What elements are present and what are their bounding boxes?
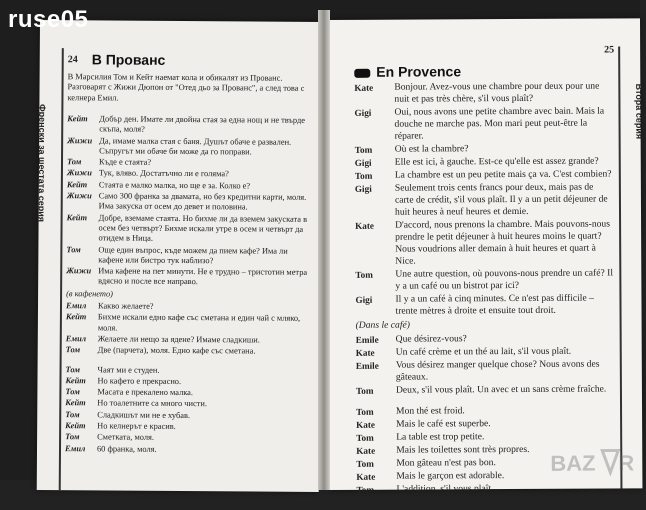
- dialogue-line: [66, 313, 314, 335]
- speaker-name: Emile: [355, 360, 379, 371]
- line-text: Желаете ли нещо за ядене? Имаме сладкиши.: [97, 334, 260, 345]
- speaker-name: Том: [66, 244, 81, 254]
- left-place-note: (в кафенето): [66, 288, 113, 299]
- speaker-name: Gigi: [354, 107, 372, 118]
- speaker-name: Tom: [356, 406, 374, 417]
- speaker-name: Том: [65, 432, 80, 442]
- left-side-bar: [36, 48, 64, 490]
- line-text: D'accord, nous prenons la chambre. Mais pouvons-nous prendre le petit déjeuner à huit heures moins le quart? Nous voudrions aller demain à huit heures et quart à Nice.: [395, 218, 610, 267]
- svg-text:R: R: [618, 450, 635, 476]
- right-side-bar: [618, 46, 644, 488]
- line-text: Mais le garçon est adorable.: [396, 470, 505, 482]
- left-page-title: В Прованс: [91, 51, 166, 68]
- dialogue-line: [66, 245, 314, 267]
- dialogue-line: [355, 182, 613, 219]
- speaker-name: Емил: [65, 334, 87, 344]
- line-text: Има кафене на пет минути. Не е трудно – тристотин метра вдясно и после все направо.: [98, 266, 308, 287]
- dialogue-line: [356, 417, 614, 430]
- dialogue-line: [67, 191, 315, 213]
- left-intro: В Марсилия Том и Кейт наемат кола и обикалят из Прованс. Разговарят с Жижи Дюпон от "Отед дьо за Прованс", а след това с келнера Емил.: [67, 72, 305, 103]
- dialogue-line: [66, 334, 314, 346]
- speaker-name: Tom: [354, 170, 373, 181]
- right-place-note: (Dans le café): [355, 319, 410, 331]
- speaker-name: Том: [65, 364, 81, 374]
- speaker-name: Gigi: [355, 294, 373, 305]
- dialogue-line: [67, 169, 315, 181]
- right-page-title-wrap: [354, 63, 461, 80]
- line-text: Две (парчета), моля. Едно кафе със сметана.: [97, 345, 256, 356]
- line-text: Soixante francs, s'il vous plaît.: [396, 496, 514, 508]
- speaker-name: Tom: [354, 144, 373, 155]
- left-dialogue-part-c: [65, 365, 314, 456]
- dialogue-line: [65, 410, 313, 422]
- dialogue-line: [66, 345, 314, 357]
- line-text: Mon gâteau n'est pas bon.: [396, 457, 496, 469]
- dialogue-line: [356, 482, 614, 495]
- speaker-name: Том: [65, 345, 81, 355]
- dialogue-line: [67, 114, 315, 136]
- speaker-name: Kate: [356, 419, 376, 430]
- line-text: Но кафето е прекрасно.: [97, 376, 182, 386]
- line-text: Какво желаете?: [97, 301, 154, 311]
- right-side-label: Втора серия: [633, 83, 644, 140]
- speaker-name: Том: [65, 409, 80, 420]
- line-text: Que désirez-vous?: [395, 333, 467, 345]
- bazar-stamp-logo: [546, 442, 638, 482]
- line-text: Mon thé est froid.: [396, 405, 465, 417]
- dialogue-line: [356, 404, 614, 417]
- speaker-name: Жижи: [66, 168, 92, 178]
- line-text: 60 франка, моля.: [96, 444, 157, 454]
- dialogue-line: [67, 180, 315, 192]
- line-text: Mais les toilettes sont très propres.: [396, 443, 530, 456]
- dialogue-line: [355, 156, 613, 169]
- speaker-name: Emile: [355, 334, 379, 345]
- line-text: Но тоалетните са много чисти.: [97, 398, 207, 409]
- line-text: Une autre question, où pouvons-nous prendre un café? Il y a un café ou un bistrot par ici?: [395, 267, 614, 292]
- book-gutter: [318, 10, 330, 490]
- dialogue-line: [65, 399, 313, 411]
- dialogue-line: [355, 218, 613, 267]
- line-text: Bonjour. Avez-vous une chambre pour deux pour une nuit et pas très chère, s'il vous plaît?: [394, 80, 600, 105]
- speaker-name: Кейт: [66, 179, 88, 190]
- line-text: Deux, s'il vous plaît. Un avec et un sans crème fraîche.: [395, 383, 607, 396]
- line-text: Но келнерът е красив.: [97, 421, 176, 431]
- left-side-label: Френски за шестата серия: [36, 103, 48, 223]
- line-text: Mais le café est superbe.: [396, 418, 491, 430]
- line-text: Seulement trois cents francs pour deux, mais pas de carte de crédit, s'il vous plaît. Il y a un petit déjeuner de huit heures à neuf heures et demie.: [394, 181, 608, 218]
- speaker-name: Том: [65, 387, 80, 397]
- dialogue-line: [66, 213, 314, 246]
- dialogue-line: [356, 495, 614, 508]
- speaker-name: Tom: [356, 458, 374, 469]
- speaker-name: Kate: [354, 82, 374, 93]
- left-page-number: 24: [67, 54, 78, 66]
- dialogue-line: [354, 81, 612, 106]
- line-text: Къде е стаята?: [98, 157, 152, 167]
- dialogue-line: [355, 143, 613, 156]
- dialogue-line: [67, 157, 315, 169]
- line-text: L'addition, s'il vous plaît.: [396, 483, 494, 495]
- left-dialogue: [65, 114, 315, 457]
- dialogue-line: [356, 383, 614, 396]
- dialogue-line: [65, 376, 313, 388]
- dialogue-line: [66, 365, 314, 377]
- dialogue-line: [66, 266, 314, 288]
- right-dialogue-part-b: [356, 332, 614, 396]
- line-text: Бихме искали едно кафе със сметана и един чай с мляко, моля.: [97, 312, 301, 333]
- line-text: Сметката, моля.: [97, 432, 154, 443]
- speaker-name: Tom: [355, 385, 374, 396]
- line-text: La table est trop petite.: [396, 431, 485, 443]
- speaker-name: Tom: [355, 269, 373, 280]
- speaker-name: Gigi: [354, 157, 372, 168]
- line-text: Vous désirez manger quelque chose? Nous avons des gâteaux.: [395, 358, 600, 383]
- left-dialogue-part-b: [66, 301, 314, 357]
- speaker-name: Kate: [355, 347, 375, 358]
- speaker-name: Том: [66, 157, 82, 167]
- line-text: Да, имаме малка стая с баня. Душът обаче е развален. Съпругът ми обаче би може да го поправи.: [99, 136, 292, 157]
- speaker-name: Емил: [65, 301, 87, 311]
- speaker-name: Kate: [356, 445, 376, 456]
- line-text: Il y a un café à cinq minutes. Ce n'est pas difficile – trente mètres à droite et ensuite tout droit.: [395, 292, 594, 317]
- cassette-icon: [354, 69, 370, 78]
- dialogue-line: [356, 332, 614, 345]
- watermark-text: ruse05: [8, 6, 89, 33]
- speaker-name: Kate: [355, 220, 374, 231]
- speaker-name: Кейт: [67, 114, 88, 124]
- speaker-name: Kate: [356, 471, 376, 482]
- speaker-name: Жижи: [66, 191, 92, 201]
- line-text: Elle est ici, à gauche. Est-ce qu'elle est assez grande?: [394, 155, 599, 168]
- dialogue-line: [65, 432, 313, 444]
- dialogue-line: [67, 136, 315, 158]
- line-text: Un café crème et un thé au lait, s'il vous plaît.: [395, 345, 572, 358]
- dialogue-line: [356, 358, 614, 383]
- dialogue-line: [65, 421, 313, 433]
- speaker-name: Gigi: [354, 183, 372, 194]
- speaker-name: Tom: [356, 484, 375, 495]
- line-text: Добър ден. Имате ли двойна стая за една нощ и не твърде скъпа, моля?: [99, 114, 305, 135]
- line-text: Чаят ми е студен.: [97, 364, 160, 375]
- line-text: La chambre est un peu petite mais ça va. C'est combien?: [394, 168, 612, 181]
- line-text: Сладкишът ми не е хубав.: [97, 410, 191, 420]
- line-text: Oui, nous avons une petite chambre avec bain. Mais la douche ne marche pas. Mon mari peut peut-être la réparer.: [394, 105, 605, 142]
- speaker-name: Кейт: [65, 421, 86, 431]
- dialogue-line: [65, 444, 313, 456]
- dialogue-line: [66, 301, 314, 313]
- speaker-name: Emile: [356, 497, 380, 508]
- right-page: [326, 18, 644, 508]
- dialogue-line: [356, 345, 614, 358]
- right-page-title: En Provence: [376, 63, 462, 80]
- dialogue-line: [355, 292, 613, 317]
- line-text: Où est la chambre?: [394, 143, 469, 155]
- speaker-name: Емил: [64, 443, 86, 453]
- speaker-name: Кейт: [65, 398, 86, 408]
- dialogue-line: [355, 267, 613, 292]
- speaker-name: Кейт: [65, 376, 86, 386]
- speaker-name: Кейт: [66, 212, 88, 223]
- line-text: Масата е прекалено малка.: [97, 387, 194, 398]
- line-text: Само 300 франка за двамата, но без кредитни карти, моля. Има закуска от осем до девет и половина.: [98, 191, 307, 212]
- dialogue-line: [354, 106, 612, 143]
- dialogue-line: [355, 169, 613, 182]
- line-text: Стаята е малко малка, но ще е за. Колко е?: [98, 180, 251, 191]
- speaker-name: Кейт: [65, 312, 87, 322]
- speaker-name: Жижи: [66, 266, 92, 276]
- dialogue-line: [65, 387, 313, 399]
- right-page-number: 25: [604, 44, 615, 56]
- line-text: Още един въпрос, къде можем да пием кафе? Има ли кафене или бистро тук наблизо?: [98, 244, 288, 266]
- line-text: Добре, вземаме стаята. Но бихме ли да вземем закуската в осем без четвърт? Бихме искали утре в осем и четвърт да отидем в Ница.: [98, 213, 308, 244]
- speaker-name: Жижи: [67, 135, 93, 145]
- line-text: Тук, вляво. Достатъчно ли е голяма?: [98, 168, 229, 179]
- speaker-name: Tom: [356, 432, 374, 443]
- svg-text:BAZ: BAZ: [550, 450, 596, 476]
- left-page: [37, 20, 322, 492]
- right-dialogue-part-a: [354, 81, 613, 318]
- left-dialogue-part-a: [66, 114, 315, 288]
